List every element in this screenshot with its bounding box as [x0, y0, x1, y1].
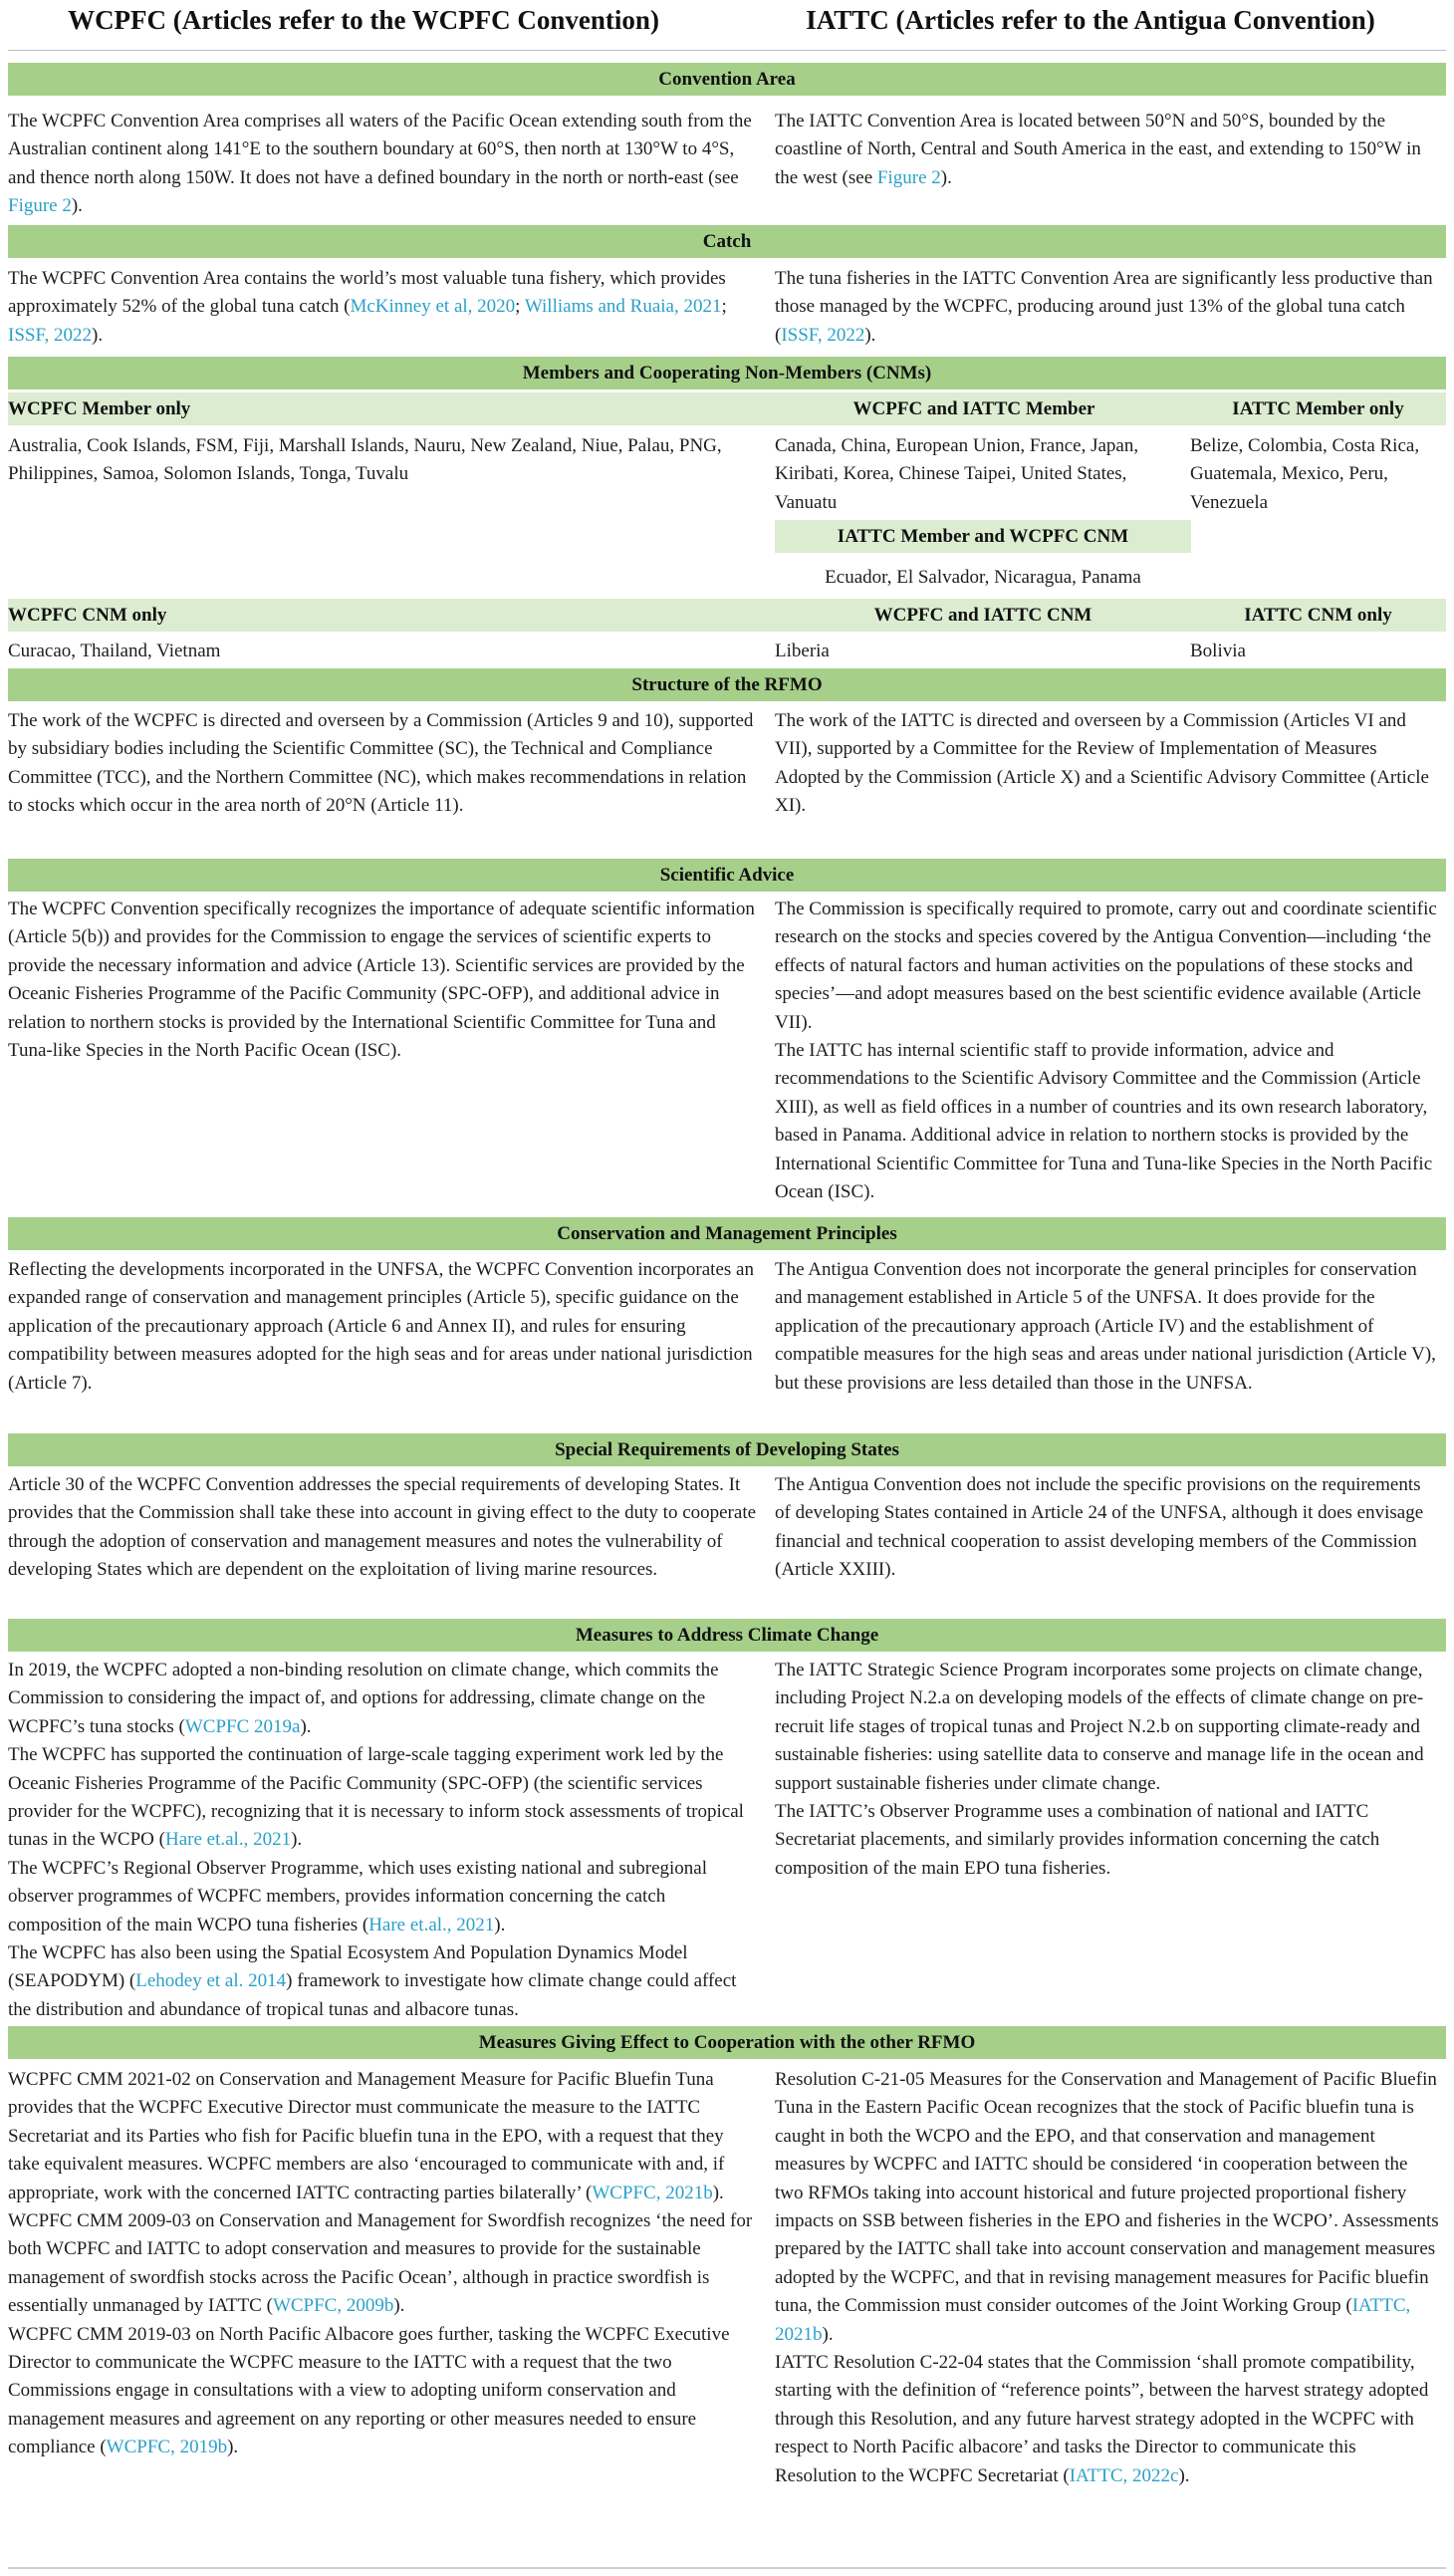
catch-wcpfc: The WCPFC Convention Area contains the world’s most valuable tuna fishery, which provides approximately 52% of the global tuna catch (McKinney et al, 2020; Williams and Ruaia, 2021; ISSF, 2022). [8, 268, 727, 346]
wcpfc-cnm-only-label: WCPFC CNM only [8, 605, 167, 626]
citation-link[interactable]: WCPFC 2019a [184, 1715, 301, 1737]
iattc-member-only-list: Belize, Colombia, Costa Rica, Guatemala, Mexico, Peru, Venezuela [1190, 435, 1420, 513]
wcpfc-column-header: WCPFC (Articles refer to the WCPFC Convention) [68, 5, 659, 35]
developing-states-iattc: The Antigua Convention does not include the specific provisions on the requirements of developing States contained in Article 24 of the UNFSA, although it does envisage financial and technical cooperation to assist developing members of the Commission (Article XXIII). [775, 1474, 1424, 1581]
wcpfc-iattc-cnm-label: WCPFC and IATTC CNM [873, 605, 1092, 626]
scientific-advice-wcpfc: The WCPFC Convention specifically recognizes the importance of adequate scientific information (Article 5(b)) and provides for the Commission to engage the services of scientific experts to provide the necessary information and advice (Article 13). Scientific services are provided by the Oceanic Fisheries Programme of the Pacific Community (SPC-OFP), and additional advice in relation to northern stocks is provided by the International Scientific Committee for Tuna and Tuna-like Species in the North Pacific Ocean (ISC). [8, 899, 755, 1062]
figure-2-link[interactable]: Figure 2 [8, 195, 72, 217]
cooperation-heading: Measures Giving Effect to Cooperation with the other RFMO [8, 2026, 1446, 2059]
citation-link[interactable]: IATTC, 2022c [1069, 2464, 1179, 2486]
citation-link[interactable]: Williams and Ruaia, 2021 [524, 296, 722, 318]
citation-link[interactable]: Lehodey et al. 2014 [135, 1970, 287, 1992]
convention-area-iattc: The IATTC Convention Area is located between 50°N and 50°S, bounded by the coastline of North, Central and South America in the east, and extending to 150°W in the west (see Figure 2). [775, 111, 1421, 188]
citation-link[interactable]: ISSF, 2022 [8, 324, 93, 346]
wcpfc-member-only-list: Australia, Cook Islands, FSM, Fiji, Marshall Islands, Nauru, New Zealand, Niue, Palau, PNG, Philippines, Samoa, Solomon Islands, Tonga, Tuvalu [8, 435, 722, 485]
citation-link[interactable]: ISSF, 2022 [781, 324, 865, 346]
table-bottom-rule [8, 2567, 1446, 2569]
citation-link[interactable]: WCPFC, 2009b [272, 2295, 394, 2317]
climate-change-wcpfc: In 2019, the WCPFC adopted a non-binding resolution on climate change, which commits the Commission to considering the impact of, and options for addressing, climate change on the WCPFC’s tuna stocks (WCPFC 2019a). The WCPFC has supported the continuation of large-scale tagging experiment work led by the Oceanic Fisheries Programme of the Pacific Community (SPC-OFP) (the scientific services provider for the WCPFC), recognizing that it is necessary to inform stock assessments of tropical tunas in the WCPO (Hare et.al., 2021). The WCPFC’s Regional Observer Programme, which uses existing national and subregional observer programmes of WCPFC members, provides information concerning the catch composition of the main WCPO tuna fisheries (Hare et.al., 2021). The WCPFC has also been using the Spatial Ecosystem And Population Dynamics Model (SEAPODYM) (Lehodey et al. 2014) framework to investigate how climate change could affect the distribution and abundance of tropical tunas and albacore tunas. [8, 1660, 744, 2020]
citation-link[interactable]: McKinney et al, 2020 [350, 296, 516, 318]
wcpfc-iattc-member-list: Canada, China, European Union, France, Japan, Kiribati, Korea, Chinese Taipei, United States, Vanuatu [775, 435, 1139, 513]
developing-states-wcpfc: Article 30 of the WCPFC Convention addresses the special requirements of developing States. It provides that the Commission shall take these into account in giving effect to the duty to cooperate through the adoption of conservation and management measures and notes the vulnerability of developing States which are dependent on the exploitation of living marine resources. [8, 1474, 757, 1581]
iattc-member-wcpfc-cnm-list: Ecuador, El Salvador, Nicaragua, Panama [825, 567, 1141, 588]
figure-2-link[interactable]: Figure 2 [876, 166, 941, 188]
structure-wcpfc: The work of the WCPFC is directed and overseen by a Commission (Articles 9 and 10), supported by subsidiary bodies including the Scientific Committee (SC), the Technical and Compliance Committee (TCC), and the Northern Committee (NC), which makes recommendations in relation to stocks which occur in the area north of 20°N (Article 11). [8, 710, 754, 817]
citation-link[interactable]: WCPFC, 2019b [106, 2437, 228, 2458]
catch-heading: Catch [8, 225, 1446, 258]
structure-heading: Structure of the RFMO [8, 668, 1446, 701]
cooperation-wcpfc: WCPFC CMM 2021-02 on Conservation and Management Measure for Pacific Bluefin Tuna provides that the WCPFC Executive Director must communicate the measure to the IATTC Secretariat and its Parties who fish for Pacific bluefin tuna in the EPO, with a request that they take equivalent measures. WCPFC members are also ‘encouraged to communicate with and, if appropriate, work with the concerned IATTC contracting parties bilaterally’ (WCPFC, 2021b). WCPFC CMM 2009-03 on Conservation and Management for Swordfish recognizes ‘the need for both WCPFC and IATTC to adopt conservation and measures to provide for the sustainable management of swordfish stocks across the Pacific Ocean’, although in practice swordfish is essentially unmanaged by IATTC (WCPFC, 2009b). WCPFC CMM 2019-03 on North Pacific Albacore goes further, tasking the WCPFC Executive Director to communicate the WCPFC measure to the IATTC with a request that the two Commissions engage in consultations with a view to adopting uniform conservation and management measures and agreement on any reporting or other measures needed to ensure compliance (WCPFC, 2019b). [8, 2069, 753, 2458]
wcpfc-member-only-label: WCPFC Member only [8, 398, 191, 419]
wcpfc-cnm-only-list: Curacao, Thailand, Vietnam [8, 641, 221, 661]
iattc-member-wcpfc-cnm-label: IATTC Member and WCPFC CNM [775, 520, 1191, 553]
citation-link[interactable]: Hare et.al., 2021 [368, 1914, 495, 1935]
iattc-column-header: IATTC (Articles refer to the Antigua Convention) [806, 5, 1375, 35]
wcpfc-iattc-member-label: WCPFC and IATTC Member [852, 398, 1095, 419]
citation-link[interactable]: Hare et.al., 2021 [164, 1829, 292, 1851]
wcpfc-iattc-cnm-list: Liberia [775, 641, 830, 661]
catch-iattc: The tuna fisheries in the IATTC Convention Area are significantly less productive than those managed by the WCPFC, producing around just 13% of the global tuna catch (ISSF, 2022). [775, 268, 1433, 346]
iattc-cnm-only-label: IATTC CNM only [1244, 605, 1392, 626]
convention-area-heading: Convention Area [8, 63, 1446, 96]
convention-area-wcpfc: The WCPFC Convention Area comprises all waters of the Pacific Ocean extending south from the Australian continent along 141°E to the southern boundary at 60°S, then north at 130°W to 4°S, and thence north along 150W. It does not have a defined boundary in the north or north-east (see Figure 2). [8, 111, 752, 217]
principles-heading: Conservation and Management Principles [8, 1217, 1446, 1250]
principles-iattc: The Antigua Convention does not incorporate the general principles for conservation and management established in Article 5 of the UNFSA. It does provide for the application of the precautionary approach (Article IV) and the establishment of compatible measures for the high seas and areas under national jurisdiction (Article V), but these provisions are less detailed than those in the UNFSA. [775, 1259, 1436, 1394]
members-heading: Members and Cooperating Non-Members (CNMs) [8, 357, 1446, 389]
iattc-cnm-only-list: Bolivia [1190, 641, 1246, 661]
iattc-member-only-label: IATTC Member only [1232, 398, 1404, 419]
scientific-advice-heading: Scientific Advice [8, 859, 1446, 892]
citation-link[interactable]: WCPFC, 2021b [592, 2182, 713, 2203]
cooperation-iattc: Resolution C-21-05 Measures for the Conservation and Management of Pacific Bluefin Tuna in the Eastern Pacific Ocean recognizes that the stock of Pacific bluefin tuna is caught in both the WCPO and the EPO, and that conservation and management measures by WCPFC and IATTC should be considered ‘in cooperation between the two RFMOs taking into account historical and future projected proportional fishery impacts on SSB between fisheries in the EPO and fisheries in the WCPO’. Assessments prepared by the IATTC shall take into account conservation and management measures adopted by the WCPFC, and that in revising management measures for Pacific bluefin tuna, the Commission must consider outcomes of the Joint Working Group (IATTC, 2021b). IATTC Resolution C-22-04 states that the Commission ‘shall promote compatibility, starting with the definition of “reference points”, between the harvest strategy adopted through this Resolution, and any future harvest strategy adopted in the WCPFC with respect to North Pacific albacore’ and tasks the Director to communicate this Resolution to the WCPFC Secretariat (IATTC, 2022c). [775, 2069, 1439, 2486]
header-rule [8, 50, 1446, 51]
scientific-advice-iattc: The Commission is specifically required to promote, carry out and coordinate scientific research on the stocks and species covered by the Antigua Convention—including ‘the effects of natural factors and human activities on the populations of these stocks and species’—and adopt measures based on the best scientific evidence available (Article VII). The IATTC has internal scientific staff to provide information, advice and recommendations to the Scientific Advisory Committee and the Commission (Article XIII), as well as field offices in a number of countries and its own research laboratory, based in Panama. Additional advice in relation to northern stocks is provided by the International Scientific Committee for Tuna and Tuna-like Species in the North Pacific Ocean (ISC). [775, 899, 1437, 1203]
principles-wcpfc: Reflecting the developments incorporated in the UNFSA, the WCPFC Convention incorporates an expanded range of conservation and management principles (Article 5), specific guidance on the application of the precautionary approach (Article 6 and Annex II), and rules for ensuring compatibility between measures adopted for the high seas and for areas under national jurisdiction (Article 7). [8, 1259, 754, 1394]
developing-states-heading: Special Requirements of Developing States [8, 1433, 1446, 1466]
structure-iattc: The work of the IATTC is directed and overseen by a Commission (Articles VI and VII), supported by a Committee for the Review of Implementation of Measures Adopted by the Commission (Article X) and a Scientific Advisory Committee (Article XI). [775, 710, 1429, 817]
climate-change-iattc: The IATTC Strategic Science Program incorporates some projects on climate change, including Project N.2.a on developing models of the effects of climate change on pre-recruit life stages of tropical tunas and Project N.2.b on supporting climate-ready and sustainable fisheries: using satellite data to conserve and manage life in the ocean and support sustainable fisheries under climate change. The IATTC’s Observer Programme uses a combination of national and IATTC Secretariat placements, and similarly provides information concerning the catch composition of the main EPO tuna fisheries. [775, 1660, 1424, 1879]
climate-change-heading: Measures to Address Climate Change [8, 1619, 1446, 1652]
citation-link[interactable]: IATTC, 2021b [775, 2295, 1411, 2345]
